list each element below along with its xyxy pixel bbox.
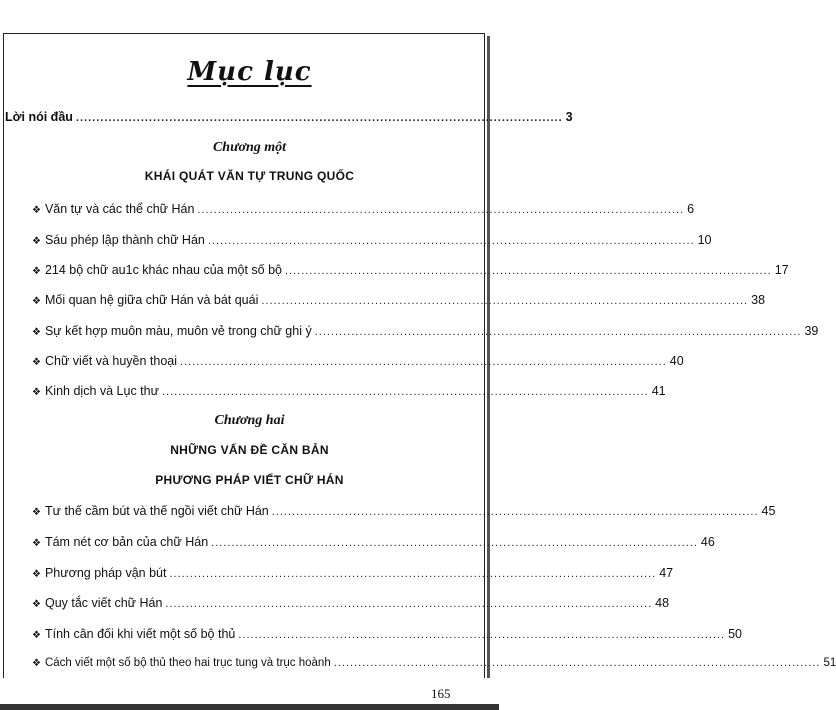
toc-entry-label: 214 bộ chữ au1c khác nhau của một số bộ (44, 263, 282, 277)
chapter-heading: KHÁI QUÁT VĂN TỰ TRUNG QUỐC (144, 169, 355, 183)
toc-entry[interactable] (32, 263, 789, 277)
toc-entry-label: Lời nói đầu (5, 110, 73, 124)
toc-entry-page: 48 (655, 596, 670, 610)
bullet-icon: ❖ (32, 569, 41, 580)
toc-entry-page: 6 (687, 202, 695, 216)
toc-entry-label: Sự kết hợp muôn màu, muôn vẻ trong chữ ghi ý (44, 324, 312, 338)
bullet-icon: ❖ (32, 327, 41, 338)
toc-entry[interactable] (32, 657, 836, 669)
toc-entry-page: 40 (669, 354, 684, 368)
bullet-icon: ❖ (32, 599, 41, 610)
toc-entry-label: Sáu phép lập thành chữ Hán (44, 233, 205, 247)
leader-dots: ........................................................................................................................ (314, 326, 802, 338)
toc-entry-label: Phương pháp vận bút (44, 566, 167, 580)
page-title: Mục lục (187, 57, 312, 87)
leader-dots: ........................................................................................................................ (169, 568, 657, 580)
bullet-icon: ❖ (32, 507, 41, 518)
chapter-subheading: PHƯƠNG PHÁP VIẾT CHỮ HÁN (155, 473, 344, 487)
toc-entry[interactable] (32, 596, 670, 610)
toc-entry-page: 45 (761, 504, 776, 518)
toc-entry-page: 50 (728, 627, 743, 641)
chapter-heading: NHỮNG VẤN ĐỀ CĂN BẢN (170, 443, 329, 457)
toc-entry-page: 17 (774, 263, 789, 277)
leader-dots: ........................................................................................................................ (207, 235, 695, 247)
toc-entry-label: Tư thế cầm bút và thế ngồi viết chữ Hán (44, 504, 269, 518)
bullet-icon: ❖ (32, 357, 41, 368)
toc-entry[interactable] (32, 384, 666, 398)
toc-entry-page: 3 (565, 110, 573, 124)
leader-dots: ........................................................................................................................ (180, 356, 667, 368)
chapter-label: Chương hai (214, 413, 285, 428)
bullet-icon: ❖ (32, 387, 41, 398)
leader-dots: ........................................................................................................................ (161, 386, 649, 398)
bullet-icon: ❖ (32, 296, 41, 307)
toc-entry-page: 41 (651, 384, 666, 398)
toc-entry-label: Tám nét cơ bản của chữ Hán (44, 535, 209, 549)
page-number: 165 (431, 686, 451, 701)
leader-dots: ........................................................................................................................ (333, 657, 821, 669)
toc-entry-preface[interactable] (5, 110, 573, 124)
toc-entry[interactable] (32, 354, 684, 368)
toc-entry-page: 51 (823, 657, 836, 669)
bullet-icon: ❖ (32, 266, 41, 277)
toc-entry-label: Văn tự và các thể chữ Hán (44, 202, 195, 216)
toc-entry[interactable] (32, 566, 674, 580)
toc-entry-label: Mối quan hệ giữa chữ Hán và bát quái (44, 293, 259, 307)
leader-dots: ........................................................................................................................ (165, 598, 653, 610)
toc-entry-page: 39 (804, 324, 819, 338)
leader-dots: ........................................................................................................................ (211, 537, 698, 549)
leader-dots: ........................................................................................................................ (238, 629, 726, 641)
toc-entry[interactable] (32, 504, 776, 518)
bullet-icon: ❖ (32, 658, 41, 669)
toc-entry-label: Cách viết một số bộ thủ theo hai trục tung và trục hoành (44, 657, 331, 669)
bullet-icon: ❖ (32, 630, 41, 641)
toc-entry-page: 47 (659, 566, 674, 580)
toc-entry-label: Chữ viết và huyền thoại (44, 354, 178, 368)
chapter-label: Chương một (212, 140, 287, 155)
bottom-bar (0, 704, 499, 710)
toc-entry[interactable] (32, 202, 695, 216)
leader-dots: ........................................................................................................................ (271, 506, 759, 518)
leader-dots: ........................................................................................................................ (261, 295, 749, 307)
toc-entry-label: Kinh dịch và Lục thư (44, 384, 159, 398)
toc-entry[interactable] (32, 293, 766, 307)
toc-entry[interactable] (32, 324, 819, 338)
leader-dots: ........................................................................................................................ (284, 265, 772, 277)
leader-dots: ........................................................................................................................ (75, 112, 563, 124)
bullet-icon: ❖ (32, 538, 41, 549)
toc-entry[interactable] (32, 627, 743, 641)
toc-entry-page: 38 (751, 293, 766, 307)
leader-dots: ........................................................................................................................ (197, 204, 685, 216)
toc-entry-page: 10 (697, 233, 712, 247)
bullet-icon: ❖ (32, 205, 41, 216)
toc-entry-label: Tính cân đối khi viết một số bộ thủ (44, 627, 236, 641)
toc-entry-label: Quy tắc viết chữ Hán (44, 596, 163, 610)
bullet-icon: ❖ (32, 236, 41, 247)
toc-entry-page: 46 (700, 535, 715, 549)
toc-entry[interactable] (32, 233, 712, 247)
top-edge (0, 0, 499, 14)
toc-entry[interactable] (32, 535, 715, 549)
